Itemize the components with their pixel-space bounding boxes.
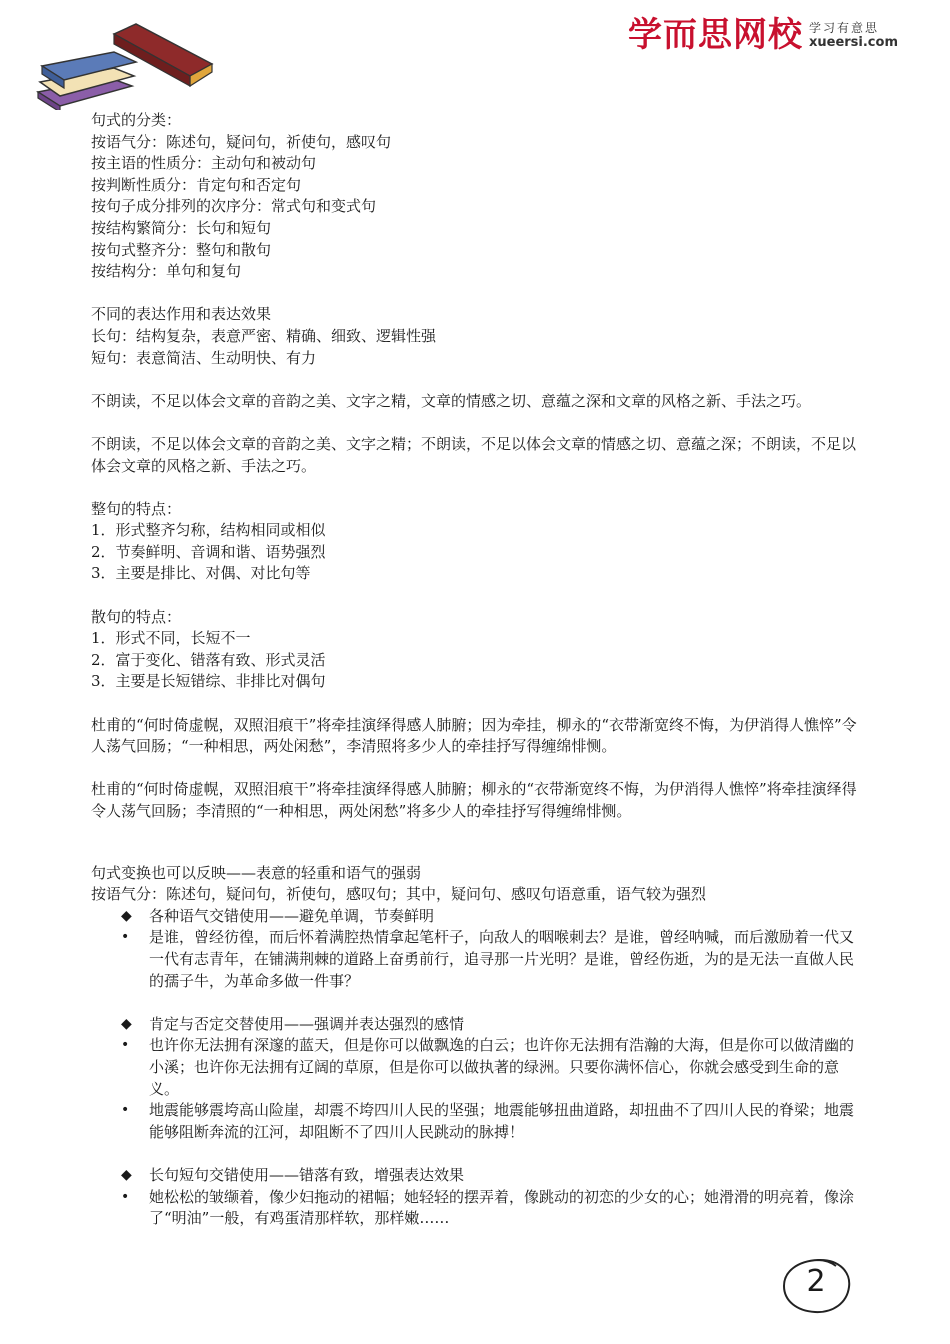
list-item	[91, 906, 863, 928]
list-item: 2．富于变化、错落有致、形式灵活	[91, 650, 326, 669]
example-text: 也许你无法拥有深邃的蓝天，但是你可以做飘逸的白云；也许你无法拥有浩瀚的大海，但是你可以做清幽的小溪；也许你无法拥有辽阔的草原，但是你可以做执著的绿洲。只要你满怀信心，你就会感受到生命的意义。	[149, 1036, 855, 1098]
example-text: 她松松的皱缬着，像少妇拖动的裙幅；她轻轻的摆弄着，像跳动的初恋的少女的心；她滑滑的明亮着，像涂了“明油”一般，有鸡蛋清那样软，那样嫩……	[149, 1187, 855, 1228]
logo-url: xueersi.com	[808, 34, 898, 50]
paragraph: 按语气分：陈述句，疑问句，祈使句，感叹句；其中，疑问句、感叹句语意重，语气较为强烈	[91, 885, 707, 904]
list-item: 按判断性质分：肯定句和否定句	[91, 175, 302, 194]
example-text: 地震能够震垮高山险崖，却震不垮四川人民的坚强；地震能够扭曲道路，却扭曲不了四川人民的脊梁；地震能够阻断奔流的江河，却阻断不了四川人民跳动的脉搏！	[149, 1101, 855, 1141]
logo-slogan: 学习有意思	[808, 21, 879, 36]
list-item	[91, 1014, 863, 1036]
list-item: 3．主要是长短错综、非排比对偶句	[91, 672, 326, 691]
list-item	[91, 1165, 863, 1187]
section-title: 句式的分类：	[91, 111, 182, 129]
list-item: 按结构繁简分：长句和短句	[91, 218, 272, 237]
subheading: 各种语气交错使用——避免单调，节奏鲜明	[149, 906, 435, 925]
diamond-bullet-icon: ◆	[121, 1015, 132, 1032]
brand-logo	[627, 15, 898, 55]
section-title: 整句的特点：	[91, 499, 182, 518]
subheading: 长句短句交错使用——错落有致，增强表达效果	[149, 1165, 465, 1184]
books-illustration	[30, 20, 220, 110]
list-item	[91, 1100, 863, 1143]
list-item: 3．主要是排比、对偶、对比句等	[91, 564, 311, 583]
list-item: 按结构分：单句和复句	[91, 262, 242, 281]
subheading: 肯定与否定交替使用——强调并表达强烈的感情	[149, 1014, 465, 1033]
list-item	[91, 1187, 863, 1230]
list-item: 短句：表意简洁、生动明快、有力	[91, 348, 317, 367]
list-item: 1．形式整齐匀称，结构相同或相似	[91, 521, 326, 540]
list-item: 按句子成分排列的次序分：常式句和变式句	[91, 197, 377, 216]
list-item: 按主语的性质分：主动句和被动句	[91, 154, 317, 173]
logo-wordmark: 学而思网校	[627, 15, 803, 55]
list-item: 按语气分：陈述句，疑问句，祈使句，感叹句	[91, 132, 392, 151]
paragraph: 不朗读，不足以体会文章的音韵之美、文字之精，文章的情感之切、意蕴之深和文章的风格之新、手法之巧。	[91, 391, 812, 410]
list-item: 按句式整齐分：整句和散句	[91, 240, 272, 259]
example-text: 是谁，曾经彷徨，而后怀着满腔热情拿起笔杆子，向敌人的咽喉刺去？是谁，曾经呐喊，而后激励着一代又一代有志青年，在铺满荆棘的道路上奋勇前行，追寻那一片光明？是谁，曾经伤逝，为的是无法一直做人民的孺子牛，为革命多做一件事？	[149, 928, 855, 990]
section-title: 句式变换也可以反映——表意的轻重和语气的强弱	[91, 863, 422, 882]
dot-bullet-icon: •	[121, 1188, 130, 1205]
section-title: 散句的特点：	[91, 607, 182, 626]
paragraph: 杜甫的“何时倚虚幌，双照泪痕干”将牵挂演绎得感人肺腑；因为牵挂，柳永的“衣带渐宽终不悔，为伊消得人憔悴”令人荡气回肠；“一种相思，两处闲愁”，李清照将多少人的牵挂抒写得缠绵悱恻。	[91, 715, 857, 756]
list-item	[91, 927, 863, 992]
list-item	[91, 1035, 863, 1100]
dot-bullet-icon: •	[121, 929, 130, 946]
diamond-bullet-icon: ◆	[121, 1166, 132, 1183]
paragraph: 杜甫的“何时倚虚幌，双照泪痕干”将牵挂演绎得感人肺腑；柳永的“衣带渐宽终不悔，为伊消得人憔悴”将牵挂演绎得令人荡气回肠；李清照的“一种相思，两处闲愁”将多少人的牵挂抒写得缠绵悱恻。	[91, 780, 857, 820]
document-body	[91, 110, 863, 1230]
section-title: 不同的表达作用和表达效果	[91, 305, 272, 324]
list-item: 1．形式不同，长短不一	[91, 629, 251, 648]
dot-bullet-icon: •	[121, 1037, 130, 1054]
list-item: 2．节奏鲜明、音调和谐、语势强烈	[91, 542, 326, 561]
page-number-text: 2	[806, 1264, 826, 1299]
diamond-bullet-icon: ◆	[121, 907, 132, 924]
dot-bullet-icon: •	[121, 1102, 130, 1119]
list-item: 长句：结构复杂，表意严密、精确、细致、逻辑性强	[91, 326, 437, 345]
paragraph: 不朗读，不足以体会文章的音韵之美、文字之精；不朗读，不足以体会文章的情感之切、意蕴之深；不朗读，不足以体会文章的风格之新、手法之巧。	[91, 434, 857, 475]
page-number	[778, 1256, 854, 1316]
